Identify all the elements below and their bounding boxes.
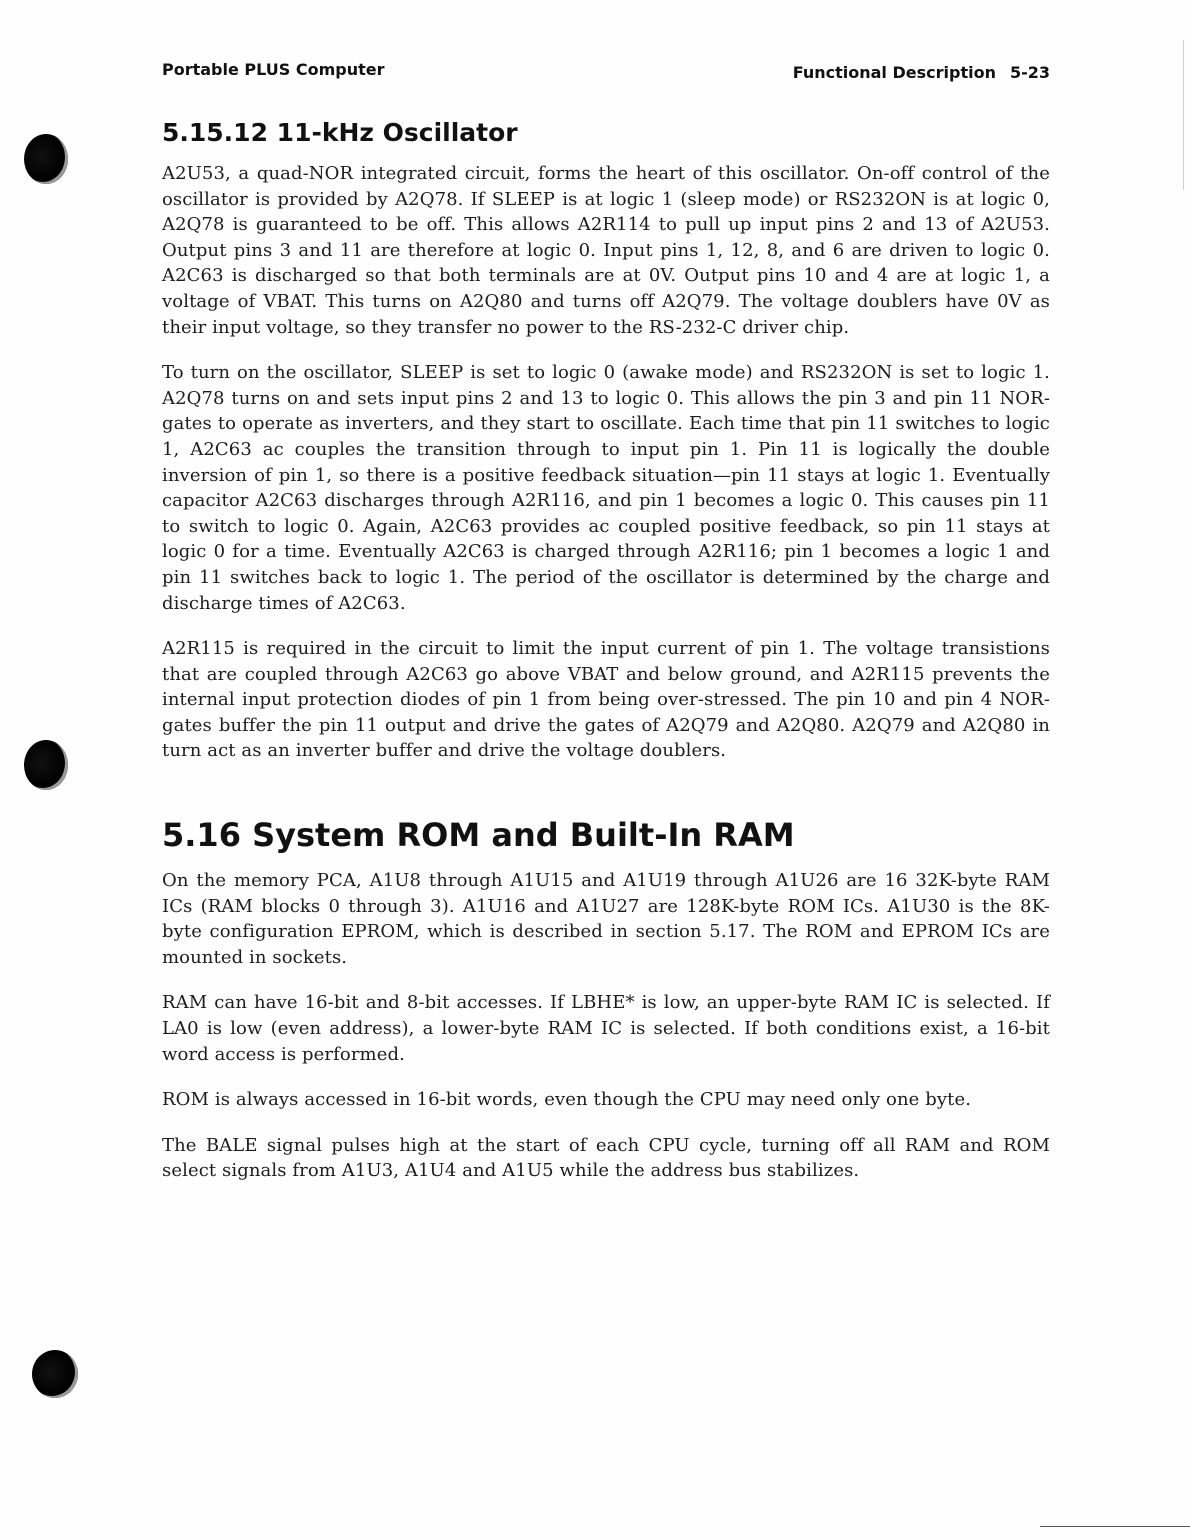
punch-hole-bottom — [32, 1350, 78, 1398]
paragraph: The BALE signal pulses high at the start of each CPU cycle, turning off all RAM and ROM select signals from A1U3, A1U4 and A1U5 while the address bus stabilizes. — [162, 1134, 1050, 1182]
punch-hole-top — [24, 134, 68, 184]
punch-hole-middle — [24, 740, 68, 790]
paragraph: On the memory PCA, A1U8 through A1U15 and A1U19 through A1U26 are 16 32K-byte RAM ICs (RAM blocks 0 through 3). A1U16 and A1U27 are 128K-byte ROM ICs. A1U30 is the 8K-byte configuration EPROM, which is described in section 5.17. The ROM and EPROM ICs are mounted in sockets. — [162, 870, 1050, 968]
page-bottom-line — [1040, 1526, 1190, 1527]
paragraph: To turn on the oscillator, SLEEP is set to logic 0 (awake mode) and RS232ON is set to logic 1. A2Q78 turns on and sets input pins 2 and 13 to logic 0. This allows the pin 3 and pin 11 NOR-gates to operate as inverters, and they start to oscillate. Each time that pin 11 switches to logic 1, A2C63 ac couples the transition through to input pin 1. Pin 11 is logically the double inversion of pin 1, so there is a positive feedback situation—pin 11 stays at logic 1. Eventually capacitor A2C63 discharges through A2R116, and pin 1 becomes a logic 0. This causes pin 11 to switch to logic 0. Again, A2C63 provides ac coupled positive feedback, so pin 11 stays at logic 0 for a time. Eventually A2C63 is charged through A2R116; pin 1 becomes a logic 1 and pin 11 switches back to logic 1. The period of the oscillator is determined by the charge and discharge times of A2C63. — [162, 362, 1050, 614]
paragraph: A2U53, a quad-NOR integrated circuit, forms the heart of this oscillator. On-off control of the oscillator is provided by A2Q78. If SLEEP is at logic 1 (sleep mode) or RS232ON is at logic 0, A2Q78 is guaranteed to be off. This allows A2R114 to pull up input pins 2 and 13 of A2U53. Output pins 3 and 11 are therefore at logic 0. Input pins 1, 12, 8, and 6 are driven to logic 0. A2C63 is discharged so that both terminals are at 0V. Output pins 10 and 4 are at logic 1, a voltage of VBAT. This turns on A2Q80 and turns off A2Q79. The voltage doublers have 0V as their input voltage, so they transfer no power to the RS-232-C driver chip. — [162, 163, 1050, 338]
subsection-heading: 5.15.12 11-kHz Oscillator — [162, 118, 518, 147]
running-head-left: Portable PLUS Computer — [162, 60, 385, 79]
page-number: 5-23 — [1009, 63, 1050, 82]
running-head-title: Functional Description — [792, 63, 996, 82]
running-head-right — [793, 63, 1050, 82]
page-content — [162, 118, 1050, 1204]
page-edge-line — [1183, 40, 1184, 190]
paragraph: ROM is always accessed in 16-bit words, even though the CPU may need only one byte. — [162, 1089, 972, 1111]
paragraph: RAM can have 16-bit and 8-bit accesses. If LBHE* is low, an upper-byte RAM IC is selected. If LA0 is low (even address), a lower-byte RAM IC is selected. If both conditions exist, a 16-bit word access is performed. — [162, 992, 1050, 1065]
paragraph: A2R115 is required in the circuit to limit the input current of pin 1. The voltage transistions that are coupled through A2C63 go above VBAT and below ground, and A2R115 prevents the internal input protection diodes of pin 1 from being over-stressed. The pin 10 and pin 4 NOR-gates buffer the pin 11 output and drive the gates of A2Q79 and A2Q80. A2Q79 and A2Q80 in turn act as an inverter buffer and drive the voltage doublers. — [162, 638, 1050, 762]
section-heading: 5.16 System ROM and Built-In RAM — [162, 816, 795, 855]
